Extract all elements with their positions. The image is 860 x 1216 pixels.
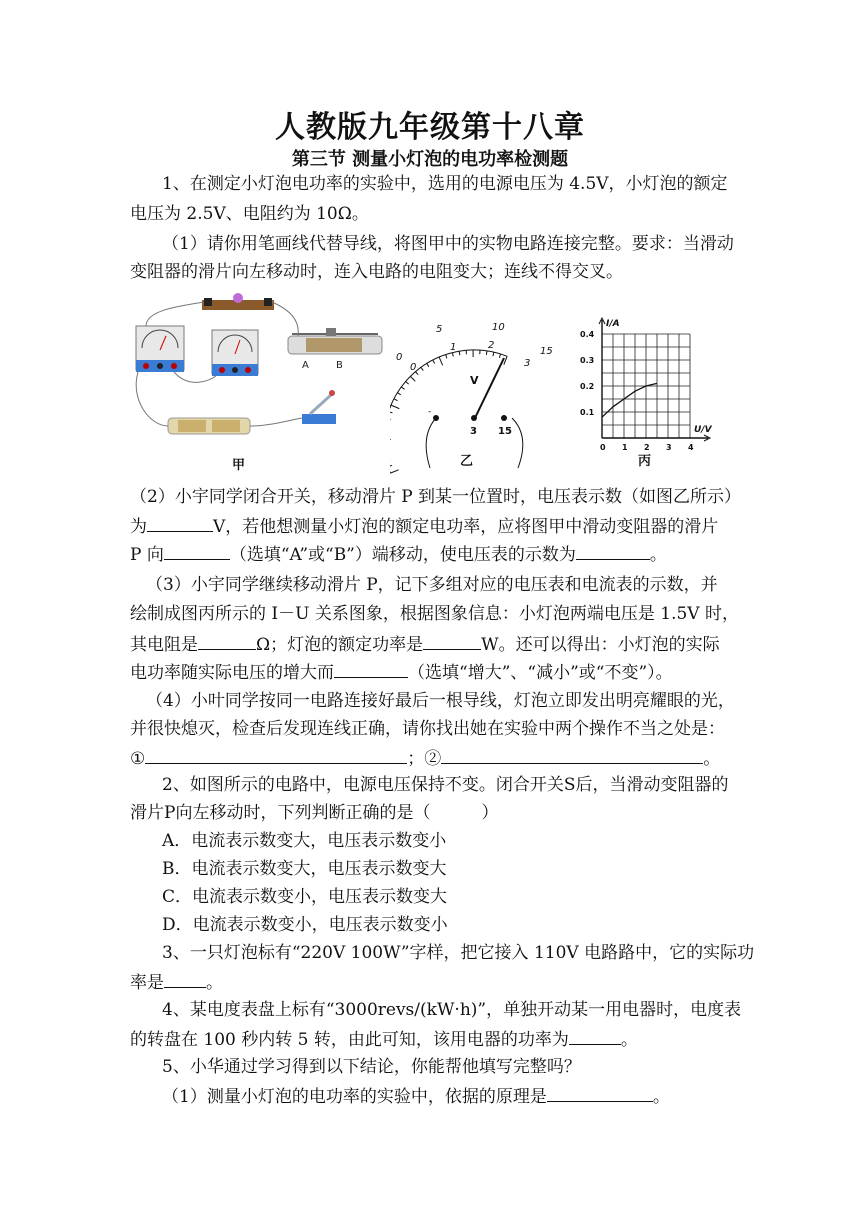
dial-tick	[390, 465, 392, 466]
q1-part2-line-3: P 向 （选填“A”或“B”）端移动，使电压表的示数为 。	[130, 545, 667, 565]
answer-blank-principle[interactable]	[547, 1085, 653, 1102]
terminal-3-label: 3	[470, 426, 477, 437]
dial-tick	[446, 355, 447, 359]
q2-option-d: D．电流表示数变小，电压表示数变小	[162, 915, 448, 935]
q1-part3-line-2: 绘制成图丙所示的 I－U 关系图象，根据图象信息：小灯泡两端电压是 1.5V 时，	[130, 604, 739, 624]
q2-option-c: C．电流表示数变小，电压表示数变大	[162, 887, 448, 907]
figure-bing-iu-graph	[580, 310, 720, 470]
x-tick-label: 3	[666, 443, 672, 452]
dial-tick	[397, 393, 400, 395]
q1-part2-line-1: （2）小宇同学闭合开关，移动滑片 P 到某一位置时，电压表示数（如图乙所示）	[130, 487, 742, 507]
q1-part4-line-2: 并很快熄灭，检查后发现连线正确，请你找出她在实验中两个操作不当之处是：	[130, 719, 725, 739]
q2-stem-line-1: 2、如图所示的电路中，电源电压保持不变。闭合开关S后，当滑动变阻器的	[162, 775, 729, 795]
dial-tick	[394, 399, 398, 401]
dial-tick	[499, 354, 500, 358]
needle	[474, 358, 504, 420]
q1-part3-line-1: （3）小宇同学继续移动滑片 P，记下多组对应的电压表和电流表的示数，并	[146, 575, 718, 595]
answer-blank-rated-power[interactable]	[423, 633, 481, 650]
answer-blank-trend[interactable]	[334, 661, 408, 678]
bulb-terminal-right	[264, 298, 272, 306]
q1-part1-line-1: （1）请你用笔画线代替导线，将图甲中的实物电路连接完整。要求：当滑动	[162, 234, 734, 254]
figure-yi-label: 乙	[460, 454, 474, 469]
scale-top-10: 10	[492, 322, 505, 333]
q5-line-2: （1）测量小灯泡的电功率的实验中，依据的原理是 。	[162, 1087, 670, 1107]
scale-top-0: 0	[396, 352, 403, 363]
answer-blank-voltage[interactable]	[147, 515, 213, 532]
scale-bottom-3: 3	[524, 358, 531, 369]
q1-stem-line-2: 电压为 2.5V、电阻约为 10Ω。	[130, 204, 369, 224]
answer-blank-actual-power[interactable]	[164, 971, 206, 988]
dial-tick	[459, 351, 460, 355]
dial-arc	[390, 350, 507, 473]
scale-bottom-1: 1	[450, 342, 457, 353]
answer-blank-mistake-1[interactable]	[145, 747, 407, 764]
switch-icon	[302, 414, 336, 424]
answer-blank-appliance-power[interactable]	[569, 1028, 621, 1045]
scale-top-5: 5	[436, 324, 443, 335]
answer-blank-voltmeter-reading[interactable]	[576, 543, 650, 560]
q2-option-a: A．电流表示数变大，电压表示数变小	[162, 831, 447, 851]
q5-line-1: 5、小华通过学习得到以下结论，你能帮他填写完整吗？	[162, 1057, 581, 1077]
terminal-15-label: 15	[498, 426, 512, 437]
y-tick-label: 0.2	[580, 382, 595, 391]
y-tick-label: 0.4	[580, 330, 595, 339]
figure-jia-label: 甲	[232, 458, 246, 473]
terminal-15	[501, 415, 507, 421]
figure-bing-label: 丙	[638, 454, 652, 469]
q3-line-1: 3、一只灯泡标有“220V 100W”字样，把它接入 110V 电路路中，它的实际功	[162, 943, 755, 963]
y-tick-label: 0.1	[580, 408, 595, 417]
q1-part4-line-3: ① ；② 。	[130, 749, 721, 769]
rheostat-a-label: A	[302, 360, 309, 371]
dial-tick	[421, 367, 423, 370]
q1-part1-line-2: 变阻器的滑片向左移动时，连入电路的电阻变大；连线不得交叉。	[130, 262, 623, 282]
page-subtitle: 第三节 测量小灯泡的电功率检测题	[291, 149, 569, 170]
q1-part3-line-3: 其电阻是 Ω；灯泡的额定功率是 W。还可以得出：小灯泡的实际	[130, 635, 720, 655]
scale-bottom-2: 2	[488, 340, 495, 351]
dial-tick	[401, 387, 404, 389]
x-axis-label: U/V	[694, 425, 712, 435]
x-tick-label: 2	[644, 443, 650, 452]
dial-tick	[452, 353, 453, 357]
answer-blank-direction[interactable]	[164, 543, 230, 560]
q4-line-1: 4、某电度表盘上标有“3000revs/(kW·h)”，单独开动某一用电器时，电度表	[162, 1000, 742, 1020]
q3-line-2: 率是 。	[130, 973, 223, 993]
answer-blank-mistake-2[interactable]	[441, 747, 703, 764]
y-tick-label: 0.3	[580, 356, 595, 365]
q2-stem-line-2: 滑片P向左移动时，下列判断正确的是（ ）	[130, 803, 499, 823]
scale-bottom-0: 0	[410, 362, 417, 373]
x-tick-label: 0	[600, 443, 606, 452]
dial-tick	[390, 412, 392, 413]
answer-blank-resistance[interactable]	[198, 633, 256, 650]
terminal-3	[471, 415, 477, 421]
dial-tick	[410, 376, 415, 381]
dial-tick	[391, 405, 399, 408]
dial-tick	[439, 357, 442, 365]
q1-stem-line-1: 1、在测定小灯泡电功率的实验中，选用的电源电压为 4.5V，小灯泡的额定	[162, 174, 728, 194]
svg-text:-: -	[428, 407, 432, 417]
dial-tick	[504, 356, 507, 364]
x-tick-label: 1	[622, 443, 628, 452]
bulb-terminal-left	[204, 298, 212, 306]
q1-part4-line-1: （4）小叶同学按同一电路连接好最后一根导线，灯泡立即发出明亮耀眼的光，	[146, 691, 735, 711]
dial-tick	[493, 352, 494, 356]
figure-row	[120, 290, 740, 480]
x-tick-label: 4	[688, 443, 694, 452]
figure-yi-voltmeter-dial	[390, 318, 560, 478]
dial-tick	[486, 351, 487, 355]
q4-line-2: 的转盘在 100 秒内转 5 转，由此可知，该用电器的功率为 。	[130, 1030, 638, 1050]
scale-top-15: 15	[540, 346, 553, 357]
q1-part2-line-2: 为 V，若他想测量小灯泡的额定电功率，应将图甲中滑动变阻器的滑片	[130, 517, 719, 537]
q1-part3-line-4: 电功率随实际电压的增大而 （选填“增大”、“减小”或“不变”）。	[130, 663, 673, 683]
meter-v-symbol: V	[470, 374, 479, 387]
q2-option-b: B．电流表示数变大，电压表示数变大	[162, 859, 447, 879]
rheostat-b-label: B	[336, 360, 343, 371]
dial-tick	[433, 360, 435, 364]
dial-scale-ticks	[390, 350, 507, 473]
dial-tick	[406, 381, 409, 384]
dial-tick	[427, 363, 429, 366]
dial-tick	[390, 470, 398, 473]
y-axis-label: I/A	[606, 319, 620, 329]
figure-jia-circuit	[120, 290, 390, 440]
bulb-icon	[233, 293, 243, 303]
page-title: 人教版九年级第十八章	[275, 110, 585, 145]
dial-tick	[390, 418, 391, 419]
